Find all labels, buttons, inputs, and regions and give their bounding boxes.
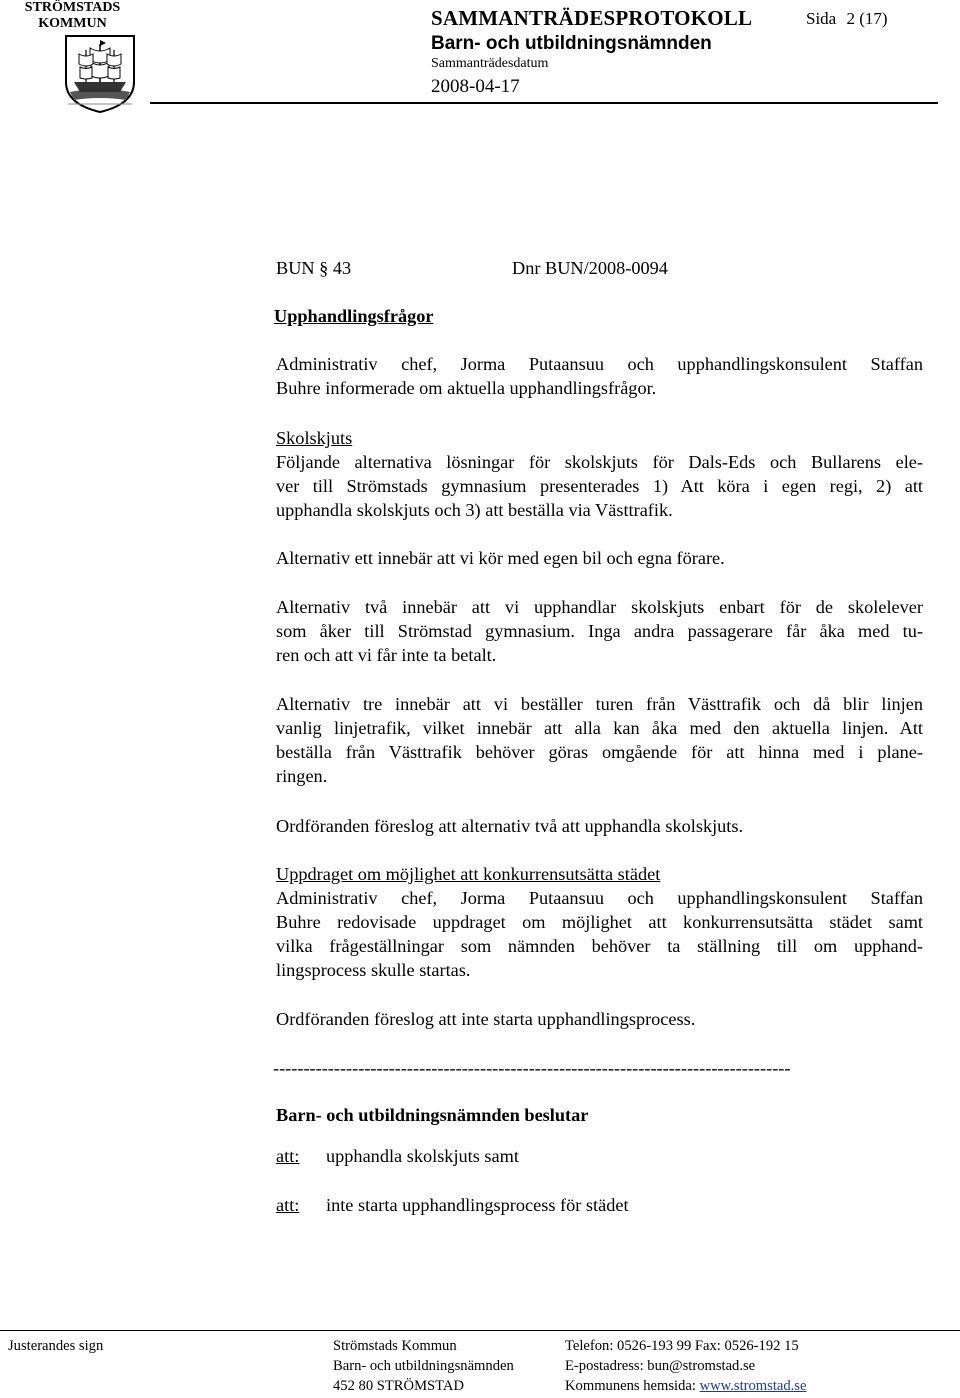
decision-item-text: inte starta upphandlingsprocess för städet (326, 1195, 629, 1215)
org-name-line2: KOMMUN (38, 16, 107, 31)
meeting-date: 2008-04-17 (431, 76, 520, 97)
footer-contact-block (565, 1336, 806, 1396)
text-line: Administrativ chef, Jorma Putaansuu och upphandlingskonsulent Staffan (276, 354, 923, 374)
dashed-separator: ------------------------------------------------------------------------------------- (273, 1058, 791, 1078)
decision-heading: Barn- och utbildningsnämnden beslutar (276, 1105, 589, 1125)
signature-label: Justerandes sign (8, 1338, 104, 1354)
header-rule (150, 102, 938, 104)
alternative-two-paragraph (276, 595, 923, 667)
footer-website (565, 1376, 806, 1396)
board-name: Barn- och utbildningsnämnden (431, 33, 712, 54)
website-label: Kommunens hemsida: (565, 1378, 700, 1394)
website-link[interactable]: www.stromstad.se (699, 1378, 807, 1394)
decision-item-label: att: (276, 1195, 300, 1215)
skolskjuts-paragraph (276, 450, 923, 522)
text-line: Alternativ tre innebär att vi beställer turen från Västtrafik och då blir linjen (276, 694, 923, 714)
text-line: vilka frågeställningar som nämnden behöver ta ställning till om upphand- (276, 936, 923, 956)
section-title: Upphandlingsfrågor (274, 306, 434, 326)
paragraph-number: BUN § 43 (276, 258, 352, 278)
page-number: 2 (17) (846, 9, 888, 28)
decision-item-label: att: (276, 1146, 300, 1166)
alternative-three-paragraph (276, 692, 923, 788)
text-line: Administrativ chef, Jorma Putaansuu och upphandlingskonsulent Staffan (276, 888, 923, 908)
text-line: Ordföranden föreslog att alternativ två att upphandla skolskjuts. (276, 816, 744, 836)
document-title: SAMMANTRÄDESPROTOKOLL (431, 6, 753, 30)
alternative-one-paragraph (276, 546, 923, 570)
text-line: Alternativ två innebär att vi upphandlar skolskjuts enbart för de skolelever (276, 597, 923, 617)
decision-item-text: upphandla skolskjuts samt (326, 1146, 519, 1166)
cleaning-paragraph (276, 886, 923, 982)
chair-proposal-two (276, 1007, 923, 1031)
meeting-date-label: Sammanträdesdatum (431, 56, 549, 71)
text-line: Följande alternativa lösningar för skolskjuts för Dals-Eds och Bullarens ele- (276, 452, 923, 472)
footer-org-line: Barn- och utbildningsnämnden (333, 1358, 514, 1374)
text-line: ringen. (276, 766, 328, 786)
org-name-line1: STRÖMSTADS (24, 0, 121, 15)
page-indicator (806, 9, 888, 29)
text-line: Buhre redovisade uppdraget om möjlighet att konkurrensutsätta städet samt (276, 912, 923, 932)
footer-org-line: 452 80 STRÖMSTAD (333, 1378, 465, 1394)
cleaning-heading: Uppdraget om möjlighet att konkurrensutsätta städet (276, 864, 661, 884)
footer-rule (0, 1330, 960, 1331)
text-line: upphandla skolskjuts och 3) att beställa via Västtrafik. (276, 500, 673, 520)
skolskjuts-heading: Skolskjuts (276, 428, 353, 448)
text-line: ver till Strömstads gymnasium presenterades 1) Att köra i egen regi, 2) att (276, 476, 923, 496)
text-line: vanlig linjetrafik, vilket innebär att alla kan åka med den aktuella linjen. Att (276, 718, 923, 738)
text-line: ren och att vi får inte ta betalt. (276, 645, 497, 665)
intro-paragraph (276, 352, 923, 400)
text-line: Ordföranden föreslog att inte starta upphandlingsprocess. (276, 1009, 696, 1029)
chair-proposal-one (276, 814, 923, 838)
text-line: Alternativ ett innebär att vi kör med egen bil och egna förare. (276, 548, 725, 568)
footer-phone-fax: Telefon: 0526-193 99 Fax: 0526-192 15 (565, 1338, 799, 1354)
text-line: som åker till Strömstad gymnasium. Inga andra passagerare får åka med tu- (276, 621, 923, 641)
text-line: lingsprocess skulle startas. (276, 960, 471, 980)
text-line: Buhre informerade om aktuella upphandlingsfrågor. (276, 378, 657, 398)
text-line: beställa från Västtrafik behöver göras omgående för att hinna med i plane- (276, 742, 923, 762)
footer-org-block (333, 1336, 514, 1396)
footer-org-line: Strömstads Kommun (333, 1338, 457, 1354)
diary-number: Dnr BUN/2008-0094 (512, 258, 668, 278)
ship-coat-of-arms-icon (60, 34, 140, 114)
footer-email: E-postadress: bun@stromstad.se (565, 1358, 756, 1374)
page-label: Sida (806, 9, 837, 28)
